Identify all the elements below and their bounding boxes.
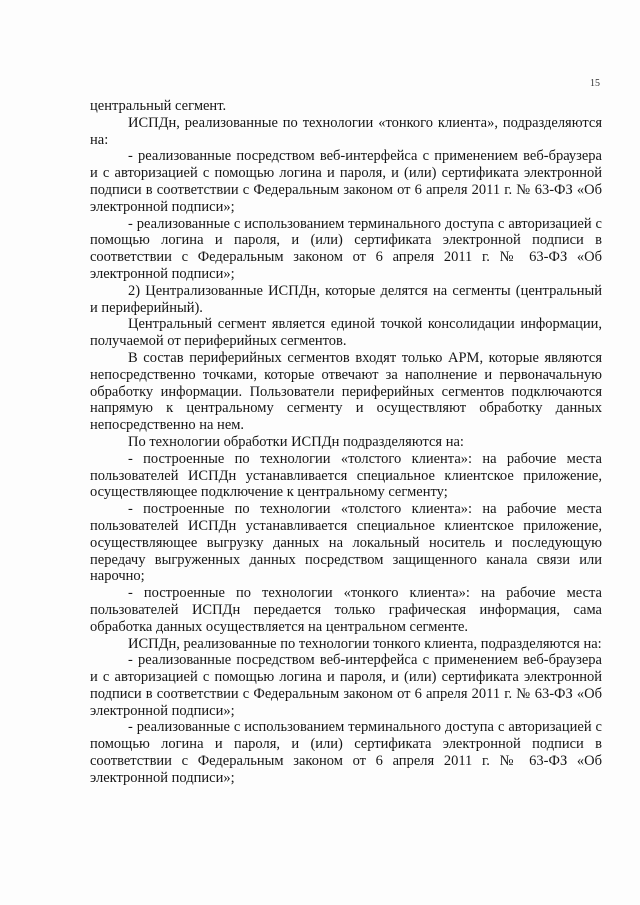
- list-item-web-interface: - реализованные посредством веб-интерфейса с применением веб-браузера и с авторизацией с помощью логина и пароля, и (или) сертификата электронной подписи в соответствии с Федеральным законом от 6 апреля 2011 г. № 63-ФЗ «Об электронной подписи»;: [90, 148, 602, 215]
- paragraph-processing-technology: По технологии обработки ИСПДн подразделяются на:: [128, 433, 464, 450]
- list-item-thin-client-graphics: - построенные по технологии «тонкого клиента»: на рабочие места пользователей ИСПДн передается только графическая информация, сама обработка данных осуществляется на центральном сегменте.: [90, 585, 602, 635]
- list-item-web-interface-2: - реализованные посредством веб-интерфейса с применением веб-браузера и с авторизацией с помощью логина и пароля, и (или) сертификата электронной подписи в соответствии с Федеральным законом от 6 апреля 2011 г. № 63-ФЗ «Об электронной подписи»;: [90, 652, 602, 719]
- paragraph-thin-client-intro: ИСПДн, реализованные по технологии «тонкого клиента», подразделяются на:: [90, 114, 602, 148]
- paragraph-centralized-ispdn: 2) Централизованные ИСПДн, которые делятся на сегменты (центральный и периферийный).: [90, 282, 602, 316]
- list-item-terminal-access: - реализованные с использованием терминального доступа с авторизацией с помощью логина и пароля, и (или) сертификата электронной подписи в соответствии с Федеральным законом от 6 апреля 2011 г. № 63-ФЗ «Об электронной подписи»;: [90, 215, 602, 282]
- page-number: 15: [590, 78, 600, 89]
- paragraph-continuation: центральный сегмент.: [90, 98, 227, 114]
- list-item-terminal-access-2: - реализованные с использованием терминального доступа с авторизацией с помощью логина и пароля, и (или) сертификата электронной подписи в соответствии с Федеральным законом от 6 апреля 2011 г. № 63-ФЗ «Об электронной подписи»;: [90, 719, 602, 786]
- paragraph-peripheral-segments: В состав периферийных сегментов входят только АРМ, которые являются непосредственно точками, которые отвечают за наполнение и первоначальную обработку информации. Пользователи периферийных сегментов подключаются напрямую к центральному сегменту и осуществляют обработку данных непосредственно на нем.: [90, 349, 602, 434]
- paragraph-central-segment: Центральный сегмент является единой точкой консолидации информации, получаемой от периферийных сегментов.: [90, 316, 602, 350]
- paragraph-thin-client-subdivision: ИСПДн, реализованные по технологии тонкого клиента, подразделяются на:: [128, 635, 602, 652]
- list-item-thick-client-export: - построенные по технологии «толстого клиента»: на рабочие места пользователей ИСПДн устанавливается специальное клиентское приложение, осуществляющее выгрузку данных на локальный носитель и последующую передачу выгруженных данных посредством защищенного канала связи или нарочно;: [90, 501, 602, 585]
- document-body: [90, 98, 602, 787]
- list-item-thick-client-connect: - построенные по технологии «толстого клиента»: на рабочие места пользователей ИСПДн устанавливается специальное клиентское приложение, осуществляющее подключение к центральному сегменту;: [90, 450, 602, 501]
